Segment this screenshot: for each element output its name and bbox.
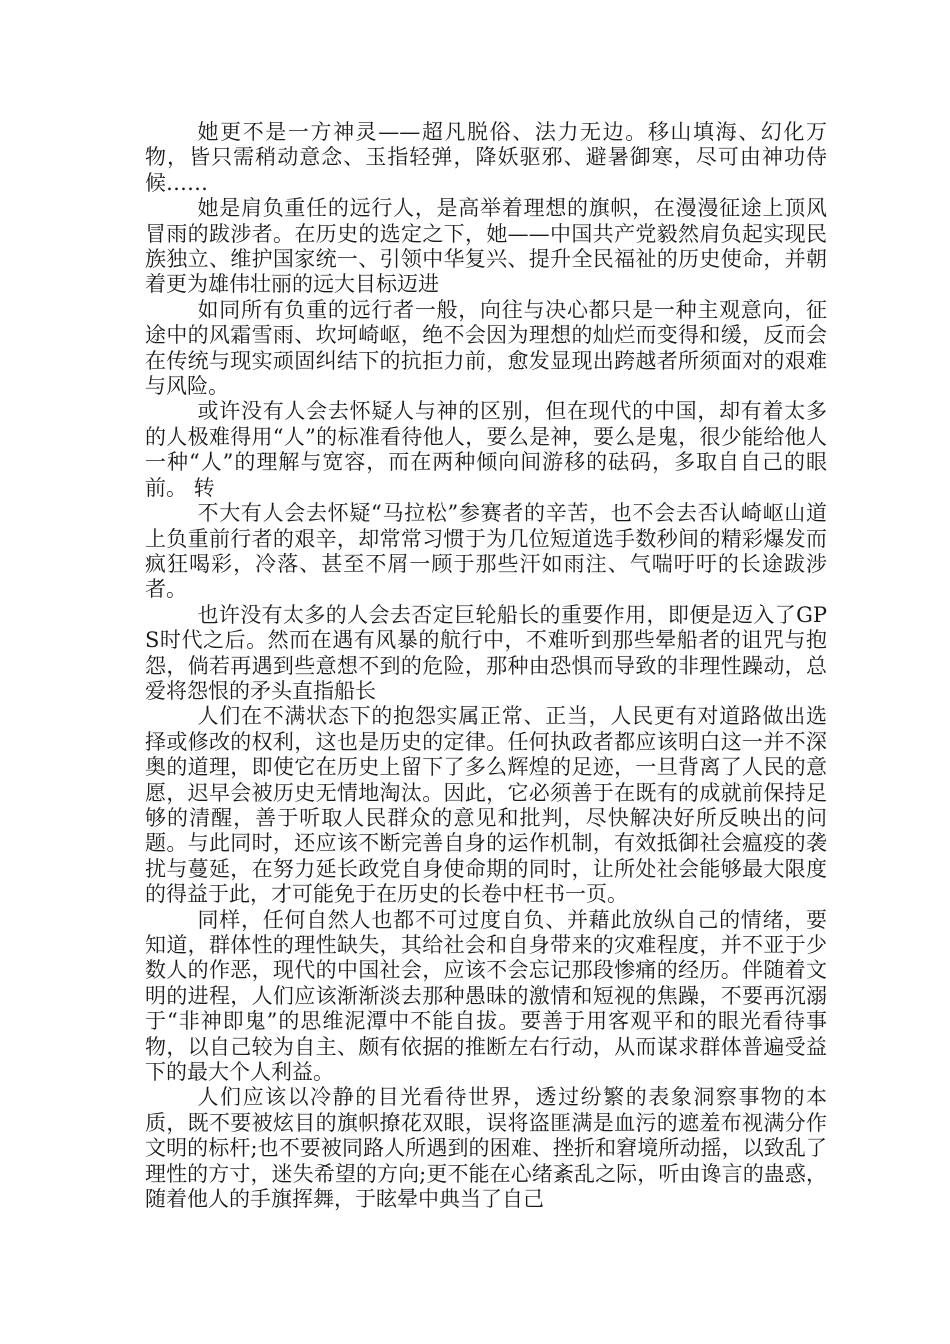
paragraph-3: 如同所有负重的远行者一般，向往与决心都只是一种主观意向，征途中的风霜雪雨、坎坷崎岖，绝不会因为理想的灿烂而变得和缓，反而会在传统与现实顽固纠结下的抗拒力前，愈发显现出跨越者所须面对的艰难与风险。 xyxy=(145,297,827,399)
paragraph-7: 人们在不满状态下的抱怨实属正常、正当，人民更有对道路做出选择或修改的权利，这也是历史的定律。任何执政者都应该明白这一并不深奥的道理，即使它在历史上留下了多么辉煌的足迹，一旦背离了人民的意愿，迟早会被历史无情地淘汰。因此，它必须善于在既有的成就前保持足够的清醒，善于听取人民群众的意见和批判，尽快解决好所反映出的问题。与此同时，还应该不断完善自身的运作机制，有效抵御社会瘟疫的袭扰与蔓延，在努力延长政党自身使命期的同时，让所处社会能够最大限度的得益于此，才可能免于在历史的长卷中枉书一页。 xyxy=(145,704,827,907)
paragraph-8: 同样，任何自然人也都不可过度自负、并藉此放纵自己的情绪，要知道，群体性的理性缺失，其给社会和自身带来的灾难程度，并不亚于少数人的作恶，现代的中国社会，应该不会忘记那段惨痛的经历。伴随着文明的进程，人们应该渐渐淡去那种愚昧的激情和短视的焦躁，不要再沉溺于“非神即鬼”的思维泥潭中不能自拔。要善于用客观平和的眼光看待事物，以自己较为自主、颇有依据的推断左右行动，从而谋求群体普遍受益下的最大个人利益。 xyxy=(145,907,827,1085)
paragraph-1: 她更不是一方神灵——超凡脱俗、法力无边。移山填海、幻化万物，皆只需稍动意念、玉指轻弹，降妖驱邪、避暑御寒，尽可由神功侍候…… xyxy=(145,120,827,195)
paragraph-9: 人们应该以冷静的目光看待世界，透过纷繁的表象洞察事物的本质，既不要被炫目的旗帜撩花双眼，误将盗匪满是血污的遮羞布视满分作文明的标杆;也不要被同路人所遇到的困难、挫折和窘境所动摇，以致乱了理性的方寸，迷失希望的方向;更不能在心绪紊乱之际，听由谗言的蛊惑，随着他人的手旗挥舞，于眩晕中典当了自己 xyxy=(145,1085,827,1212)
paragraph-2: 她是肩负重任的远行人，是高举着理想的旗帜，在漫漫征途上顶风冒雨的跋涉者。在历史的选定之下，她——中国共产党毅然肩负起实现民族独立、维护国家统一、引领中华复兴、提升全民福祉的历史使命，并朝着更为雄伟壮丽的远大目标迈进 xyxy=(145,196,827,297)
document-page xyxy=(145,120,827,1212)
paragraph-5: 不大有人会去怀疑“马拉松”参赛者的辛苦，也不会去否认崎岖山道上负重前行者的艰辛，却常常习惯于为几位短道选手数秒间的精彩爆发而疯狂喝彩，冷落、甚至不屑一顾于那些汗如雨注、气喘吁吁的长途跋涉者。 xyxy=(145,501,827,602)
paragraph-6: 也许没有太多的人会去否定巨轮船长的重要作用，即便是迈入了GPS时代之后。然而在遇有风暴的航行中，不难听到那些晕船者的诅咒与抱怨，倘若再遇到些意想不到的危险，那种由恐惧而导致的非理性躁动，总爱将怨恨的矛头直指船长 xyxy=(145,602,827,703)
paragraph-4: 或许没有人会去怀疑人与神的区别，但在现代的中国，却有着太多的人极难得用“人”的标准看待他人，要么是神，要么是鬼，很少能给他人一种“人”的理解与宽容，而在两种倾向间游移的砝码，多取自自己的眼前。 转 xyxy=(145,399,827,500)
